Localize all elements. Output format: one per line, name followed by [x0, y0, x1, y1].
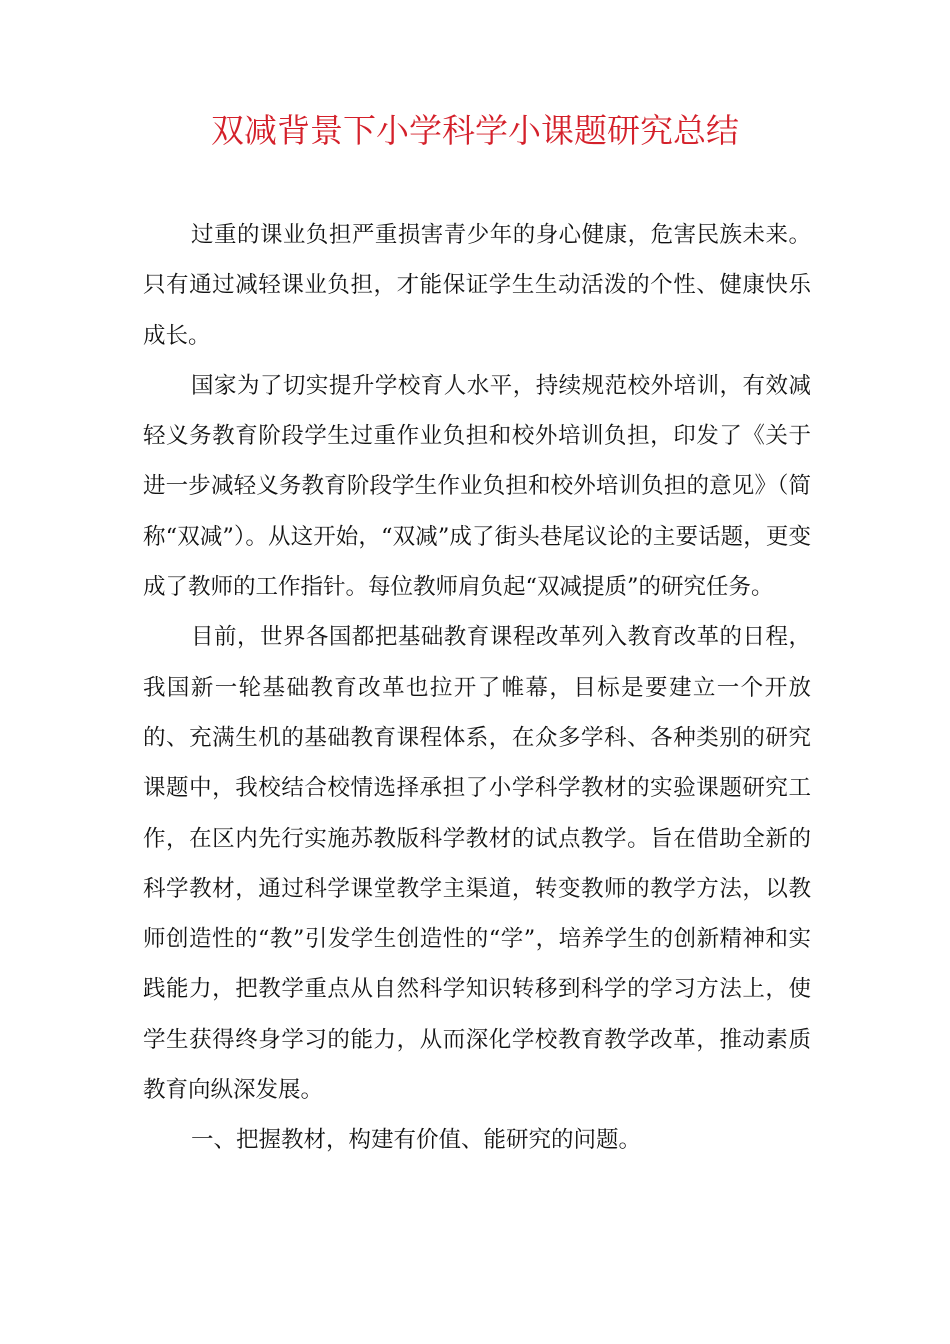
paragraph-1: 过重的课业负担严重损害青少年的身心健康，危害民族未来。只有通过减轻课业负担，才能保证学生生动活泼的个性、健康快乐成长。 [143, 222, 811, 349]
paragraph-2: 国家为了切实提升学校育人水平，持续规范校外培训，有效减轻义务教育阶段学生过重作业负担和校外培训负担，印发了《关于进一步减轻义务教育阶段学生作业负担和校外培训负担的意见》（简称“双减”）。从这开始，“双减”成了街头巷尾议论的主要话题，更变成了教师的工作指针。每位教师肩负起“双减提质”的研究任务。 [143, 372, 811, 601]
section-heading-1: 一、把握教材，构建有价值、能研究的问题。 [191, 1127, 642, 1154]
document-body [143, 210, 811, 1166]
document-title: 双减背景下小学科学小课题研究总结 [211, 111, 739, 150]
paragraph-3: 目前，世界各国都把基础教育课程改革列入教育改革的日程，我国新一轮基础教育改革也拉开了帷幕，目标是要建立一个开放的、充满生机的基础教育课程体系，在众多学科、各种类别的研究课题中，我校结合校情选择承担了小学科学教材的实验课题研究工作，在区内先行实施苏教版科学教材的试点教学。旨在借助全新的科学教材，通过科学课堂教学主渠道，转变教师的教学方法，以教师创造性的“教”引发学生创造性的“学”，培养学生的创新精神和实践能力，把教学重点从自然科学知识转移到科学的学习方法上，使学生获得终身学习的能力，从而深化学校教育教学改革，推动素质教育向纵深发展。 [143, 624, 811, 1104]
